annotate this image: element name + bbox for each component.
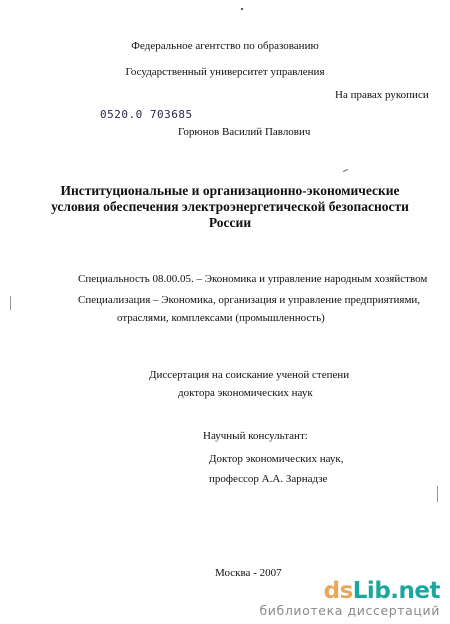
dslib-logo	[260, 579, 441, 603]
specialty-line-2: Специализация – Экономика, организация и управление предприятиями,	[78, 294, 421, 306]
author-name: Горюнов Василий Павлович	[178, 126, 311, 138]
dissertation-degree-line-1: Диссертация на соискание ученой степени	[149, 369, 350, 381]
dissertation-degree-line-2: доктора экономических наук	[178, 387, 313, 399]
archive-stamp-number: 0520.0 703685	[100, 108, 193, 121]
specialty-line-3: отраслями, комплексами (промышленность)	[117, 312, 325, 324]
dslib-subtitle: библиотека диссертаций	[259, 603, 440, 618]
manuscript-note: На правах рукописи	[335, 89, 429, 101]
university-line: Государственный университет управления	[125, 66, 325, 78]
scan-speck	[241, 8, 243, 10]
city-year: Москва - 2007	[215, 567, 282, 579]
dissertation-title: Институциональные и организационно-экономические условия обеспечения электроэнергетической безопасности России	[51, 183, 409, 230]
consultant-label: Научный консультант:	[203, 430, 308, 442]
agency-line: Федеральное агентство по образованию	[131, 40, 319, 52]
consultant-degree: Доктор экономических наук,	[209, 453, 344, 465]
scan-speck	[437, 486, 438, 502]
dslib-logo-lib: Lib.net	[352, 578, 440, 604]
scan-speck	[343, 169, 348, 172]
consultant-name: профессор А.А. Зарнадзе	[209, 473, 328, 485]
scan-speck	[10, 296, 11, 310]
specialty-line-1: Специальность 08.00.05. – Экономика и управление народным хозяйством	[78, 273, 428, 285]
dslib-logo-ds: ds	[323, 578, 353, 604]
dslib-watermark	[260, 579, 441, 618]
